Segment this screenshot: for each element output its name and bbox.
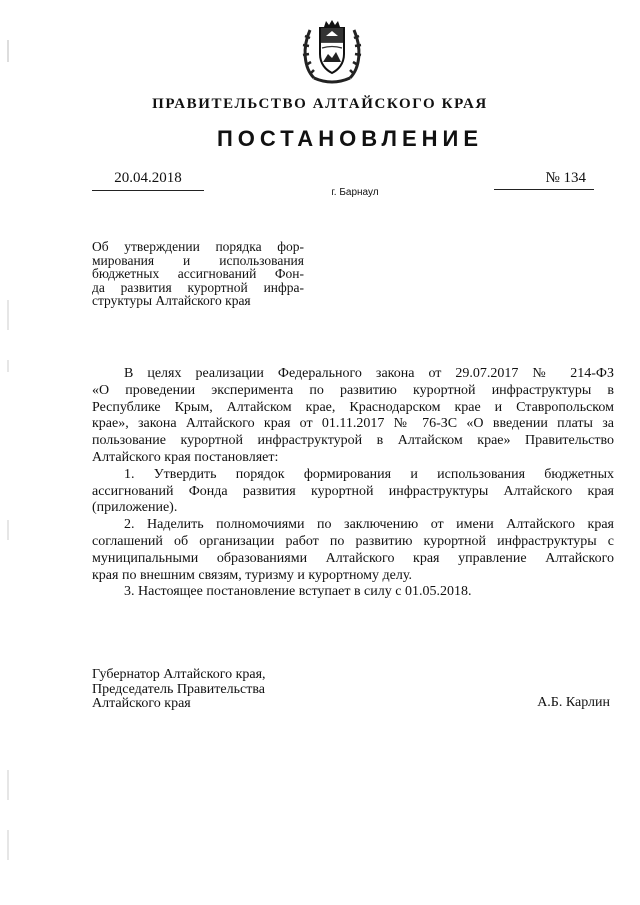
body-line: В целях реализации Федерального закона от 29.07.2017 № 214-ФЗ bbox=[124, 366, 614, 381]
subject-line: да развития курортной инфра- bbox=[92, 279, 304, 295]
signatory-line: Губернатор Алтайского края, bbox=[92, 667, 266, 682]
subject-line: бюджетных ассигнований Фон- bbox=[92, 266, 304, 281]
document-subject bbox=[92, 240, 304, 308]
government-title: ПРАВИТЕЛЬСТВО АЛТАЙСКОГО КРАЯ bbox=[152, 96, 488, 112]
document-date: 20.04.2018 bbox=[92, 170, 204, 191]
signatory-position bbox=[92, 668, 352, 712]
body-line: 2. Наделить полномочиями по заключению от имени Алтайского края bbox=[124, 517, 614, 533]
subject-line: Об утверждении порядка фор- bbox=[92, 239, 304, 254]
body-line: 1. Утвердить порядок формирования и использования бюджетных bbox=[124, 466, 614, 482]
altai-krai-coat-of-arms-icon bbox=[300, 18, 364, 88]
subject-line: мирования и использования bbox=[92, 252, 304, 268]
document-body bbox=[92, 366, 614, 601]
body-line: соглашений об организации работ по развитию курортной инфраструктуры с bbox=[92, 533, 614, 549]
body-line: пользование курортной инфраструктурой в Алтайском крае» Правительство bbox=[92, 433, 614, 449]
signatory-line: Председатель Правительства bbox=[92, 681, 265, 697]
body-line: крае», закона Алтайского края от 01.11.2017 № 76-ЗС «О введении платы за bbox=[92, 416, 614, 432]
body-line: ассигнований Фонда развития курортной инфраструктуры Алтайского края bbox=[92, 483, 614, 499]
document-number: № 134 bbox=[494, 170, 594, 190]
body-line: края по внешним связям, туризму и курортному делу. bbox=[92, 567, 412, 583]
signatory-line: Алтайского края bbox=[92, 696, 191, 711]
signatory-name: А.Б. Карлин bbox=[537, 695, 610, 710]
body-line: 3. Настоящее постановление вступает в силу с 01.05.2018. bbox=[124, 584, 472, 600]
subject-line: структуры Алтайского края bbox=[92, 293, 251, 308]
body-line: Республике Крым, Алтайском крае, Краснодарском крае и Ставропольском bbox=[92, 399, 614, 415]
body-line: (приложение). bbox=[92, 500, 178, 516]
document-type-title: ПОСТАНОВЛЕНИЕ bbox=[216, 126, 484, 151]
body-line: Алтайского края постановляет: bbox=[92, 449, 279, 465]
body-line: «О проведении эксперимента по развитию курортной инфраструктуры в bbox=[92, 382, 614, 398]
issue-city: г. Барнаул bbox=[331, 187, 379, 198]
body-line: муниципальными образованиями Алтайского края управление Алтайского bbox=[92, 550, 614, 566]
